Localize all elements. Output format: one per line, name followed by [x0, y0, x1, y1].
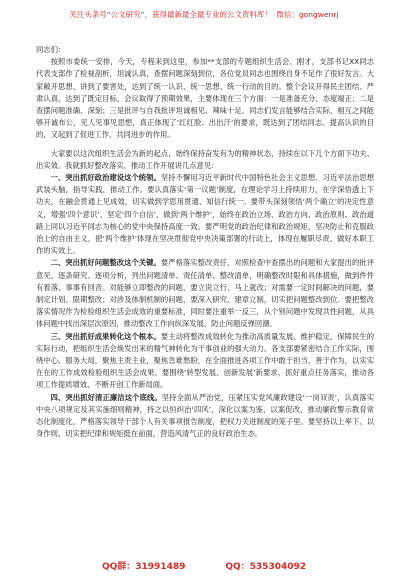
point-1: [36, 172, 374, 257]
point-3-heading: 三、突出抓好成果转化这个根本。: [50, 331, 161, 341]
top-banner: [0, 0, 408, 28]
point-2: [36, 257, 374, 330]
point-3: [36, 331, 374, 392]
point-1-text: 坚持不懈用习近平新时代中国特色社会主义思想、习近平法治思想武装头脑，指导实践，推动工作。要认真落实‘第一议题’制度，在理论学习上持续用力，在学深悟透上下功夫，在融会贯通上见成效，切实做到学思用贯通、知信行统一。要带头深刻领悟‘两个确立’的决定性意义，增强‘四个意识’、坚定‘四个自信’、做到‘两个维护’，始终在政治立场、政治方向、政治原则、政治道路上同以习近平同志为核心的党中央保持高度一致。要严明党的政治纪律和政治规矩，坚决防止和克服政治上的自由主义，把‘两个维护’体现在坚决贯彻党中央决策部署的行动上，体现在履职尽责、做好本职工作的实效上。: [36, 173, 375, 256]
banner-wechat-text: 微信：gongwenrj: [276, 9, 339, 19]
banner-promo-text: 关注头条号“公文研究”，获得最新最全最专业的公文资料库！: [69, 9, 272, 19]
point-2-heading: 二、突出抓好问题整改这个关键。: [50, 258, 161, 268]
document-body: [36, 44, 374, 441]
footer-qq-number: QQ：535304092: [225, 561, 307, 572]
point-2-text: 要严格落实整改责任，对照检查中查摆出的问题和大家提出的批评意见，逐条研究、逐项分析，列出问题清单、责任清单、整改清单，明确整改时限和具体措施，做到件件有着落、事事有回音。对能够立即整改的问题，要立说立行、马上就改；对需要一定时间解决的问题，要制定计划、限期整改；对涉及体制机制的问题，要深入研究、建章立制，切实把问题整改到位。要把整改落实情况作为检验组织生活会成效的重要标准，同时要注重举一反三，从个别问题中发现共性问题，从具体问题中找出深层次原因，推动整改工作向纵深发展，防止问题反弹回潮。: [36, 258, 375, 329]
point-3-text: 要主动将整改成效转化为推动高质量发展、维护稳定、保障民生的实际行动，把组织生活会焕发出来的精气神转化为干事创业的强大动力。各支部要紧密结合工作实际，围绕中心、服务大局，聚焦主责主业，聚焦急难愁盼，在全面推进各项工作中敢于担当、善于作为，以实实在在的工作成效检验组织生活会成果。要围绕‘转型发展、创新发展’新要求，抓好重点任务落实，推动各项工作提质增效，不断开创工作新局面。: [36, 331, 375, 390]
intro-paragraph-2: 大家要以这次组织生活会为新的起点，始终保持奋发有为的精神状态，持续在以下几个方面下功夫、出实效。我就抓好整改落实、推动工作开展讲几点意见：: [36, 148, 374, 170]
point-4-heading: 四、突出抓好清正廉洁这个底线。: [50, 392, 162, 402]
greeting: 同志们：: [36, 45, 66, 54]
intro-paragraph-1: 按照市委统一安排，今天，专程来到这里，参加**支部的专题组织生活会。刚才，支部书记XX同志代表支部作了检视剖析，坦诚认真，查摆问题深刻到位，各位党员同志也围绕自身不足作了很好发言。大家敞开思想、讲到了要害处，达到了统一认识、统一思想、统一行动的目的。整个会议开得民主团结、严肃认真，达到了既定目标，会议取得了预期效果，主要体现在三个方面：一是准备充分、态度端正；二是查摆问题准确、深刻；三是批评与自我批评坦诚相见、辣味十足。同志们发言能够结合实际，相互之间能够开诚布公，见人见事见思想，真正体现了‘红红脸、出出汗’的要求，既达到了团结同志、提高认识的目的，又起到了促进工作、共同进步的作用。: [36, 57, 374, 140]
point-4: [36, 392, 374, 441]
footer-qq-group: QQ群：31991489: [101, 561, 186, 572]
banner-text: [68, 9, 339, 20]
footer-contact: [0, 556, 408, 574]
point-4-text: 坚持全面从严治党，压紧压实党风廉政建设‘一岗双责’，认真落实中央八项规定及其实施细则精神，持之以恒纠治‘四风’，深化以案为鉴、以案促改，推动廉政警示教育常态化制度化，严格落实领导干部个人有关事项报告制度，把权力关进制度的笼子里。要坚持以上率下、以身作则，切实把纪律和规矩挺在前面，营造风清气正的良好政治生态。: [36, 392, 375, 439]
point-1-heading: 一、突出抓好政治建设这个统领。: [50, 173, 161, 183]
